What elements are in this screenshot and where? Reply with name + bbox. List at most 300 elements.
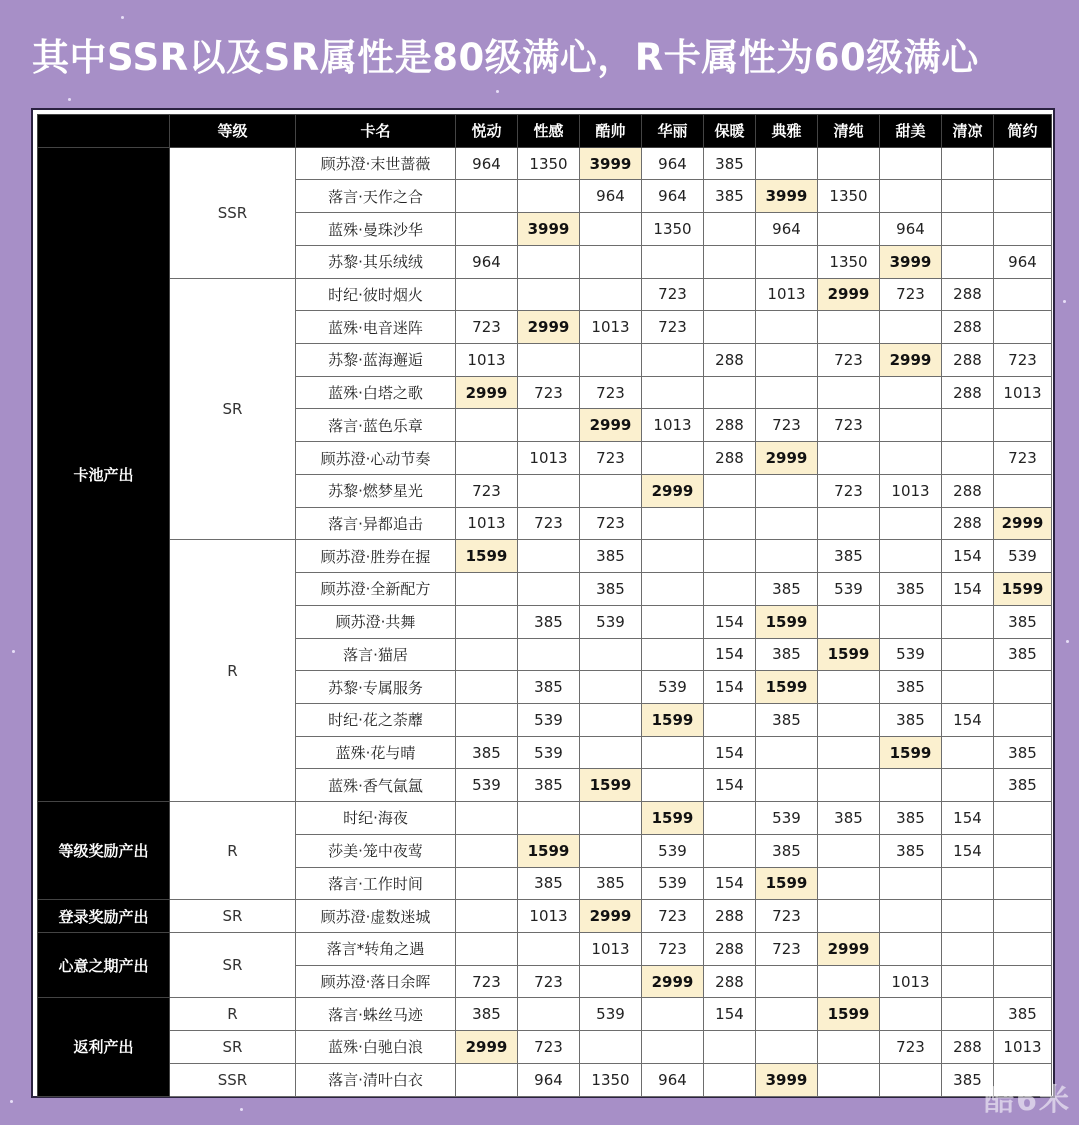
attribute-value [642,769,704,802]
attribute-value: 1013 [642,409,704,442]
attribute-value [756,540,818,573]
attribute-value [880,147,942,180]
star-decoration [10,1100,13,1103]
attribute-value [456,573,518,606]
attribute-value [456,703,518,736]
attribute-value [942,638,994,671]
attribute-value-max: 2999 [818,932,880,965]
attribute-value: 964 [756,213,818,246]
attribute-value-max: 3999 [756,180,818,213]
attribute-value [994,311,1052,344]
attribute-value [456,278,518,311]
attribute-value [942,867,994,900]
attribute-value: 288 [942,474,994,507]
attribute-value [880,605,942,638]
star-decoration [496,90,499,93]
attribute-value [880,932,942,965]
attribute-value [994,180,1052,213]
attribute-value [756,245,818,278]
attribute-value [880,1063,942,1096]
table-body [38,147,1052,1096]
source-label: 登录奖励产出 [38,900,170,933]
attribute-value: 539 [642,834,704,867]
table-row [38,900,1052,933]
attribute-value [580,834,642,867]
attribute-value [818,605,880,638]
header-attr: 甜美 [880,115,942,148]
attribute-value [942,932,994,965]
attribute-value: 539 [518,703,580,736]
attribute-value [994,834,1052,867]
attribute-value: 288 [942,1031,994,1064]
attribute-value: 723 [456,311,518,344]
star-decoration [240,1108,243,1111]
attribute-value [518,998,580,1031]
attribute-value [456,1063,518,1096]
attribute-value [818,1031,880,1064]
attribute-value: 964 [994,245,1052,278]
card-name: 顾苏澄·心动节奏 [296,442,456,475]
attribute-value-max: 2999 [456,376,518,409]
card-name: 落言·蓝色乐章 [296,409,456,442]
attribute-value [994,213,1052,246]
attribute-value-max: 1599 [818,998,880,1031]
attribute-value [756,769,818,802]
table-row [38,278,1052,311]
table-row [38,1063,1052,1096]
attribute-value: 385 [456,736,518,769]
attribute-value [942,245,994,278]
card-name: 落言·天作之合 [296,180,456,213]
attribute-value: 154 [704,736,756,769]
attribute-value [818,376,880,409]
card-name: 蓝殊·电音迷阵 [296,311,456,344]
attribute-value-max: 2999 [580,900,642,933]
attribute-value [818,311,880,344]
attribute-value [994,147,1052,180]
attribute-value: 723 [756,409,818,442]
attribute-value [518,474,580,507]
attribute-value: 385 [880,573,942,606]
attribute-value-max: 1599 [994,573,1052,606]
card-name: 蓝殊·香气氤氲 [296,769,456,802]
attribute-value: 154 [704,867,756,900]
attribute-value: 723 [580,507,642,540]
header-attr: 悦动 [456,115,518,148]
attribute-value: 288 [704,409,756,442]
attribute-value [456,180,518,213]
attribute-value: 964 [642,147,704,180]
attribute-value [456,900,518,933]
attribute-value-max: 1599 [580,769,642,802]
attribute-value: 964 [580,180,642,213]
attribute-value [580,474,642,507]
attribute-value-max: 2999 [642,474,704,507]
attribute-value-max: 1599 [642,703,704,736]
attribute-value [456,638,518,671]
attribute-value [994,703,1052,736]
attribute-value [518,573,580,606]
attribute-value [704,474,756,507]
attribute-value: 723 [642,932,704,965]
attribute-value [756,344,818,377]
header-attr: 保暖 [704,115,756,148]
attribute-value-max: 2999 [818,278,880,311]
attribute-value [642,605,704,638]
attribute-value-max: 2999 [518,311,580,344]
attribute-value: 1013 [580,932,642,965]
attribute-value [942,736,994,769]
attribute-value-max: 3999 [580,147,642,180]
attribute-value [818,507,880,540]
attribute-value [580,736,642,769]
card-name: 落言·工作时间 [296,867,456,900]
attribute-value: 154 [942,540,994,573]
attribute-value: 723 [818,344,880,377]
source-label: 返利产出 [38,998,170,1096]
attribute-value: 1013 [580,311,642,344]
attribute-value: 723 [642,311,704,344]
attribute-value: 539 [456,769,518,802]
attribute-value [456,605,518,638]
attribute-value: 723 [642,900,704,933]
attribute-value [994,671,1052,704]
attribute-value: 539 [518,736,580,769]
attribute-value [642,638,704,671]
attribute-value [456,409,518,442]
attribute-value [994,900,1052,933]
attribute-value: 723 [518,376,580,409]
attribute-value-max: 3999 [880,245,942,278]
card-name: 蓝殊·花与晴 [296,736,456,769]
attribute-value: 1013 [994,1031,1052,1064]
header-card-name: 卡名 [296,115,456,148]
attribute-value [942,769,994,802]
attribute-value: 385 [580,573,642,606]
attribute-value [642,573,704,606]
attribute-value: 1013 [518,900,580,933]
attribute-value: 288 [942,507,994,540]
attribute-value [942,671,994,704]
attribute-value [456,867,518,900]
star-decoration [1066,640,1069,643]
attribute-value [818,965,880,998]
card-name: 落言·猫居 [296,638,456,671]
attribute-value: 385 [756,573,818,606]
attribute-value [580,213,642,246]
attribute-value: 385 [704,180,756,213]
attribute-value: 1013 [880,474,942,507]
attribute-value: 539 [818,573,880,606]
attribute-value-max: 1599 [880,736,942,769]
attribute-value [642,344,704,377]
table-row [38,147,1052,180]
attribute-value: 385 [880,703,942,736]
attribute-value [942,900,994,933]
card-name: 顾苏澄·全新配方 [296,573,456,606]
attribute-value: 539 [580,998,642,1031]
attribute-value: 964 [642,180,704,213]
attribute-value [756,998,818,1031]
attribute-value: 288 [704,965,756,998]
card-name: 蓝殊·白驰白浪 [296,1031,456,1064]
attribute-value: 385 [994,998,1052,1031]
attribute-value: 385 [880,802,942,835]
source-label: 等级奖励产出 [38,802,170,900]
attribute-value [704,213,756,246]
attribute-value: 385 [994,736,1052,769]
attribute-value [580,278,642,311]
attribute-value [880,507,942,540]
attribute-value: 1350 [580,1063,642,1096]
attribute-value: 385 [756,703,818,736]
attribute-value: 385 [880,671,942,704]
attribute-value [642,1031,704,1064]
attribute-value [642,736,704,769]
attribute-value-max: 1599 [756,605,818,638]
attribute-value: 385 [818,540,880,573]
attribute-value: 288 [704,900,756,933]
attribute-value [942,147,994,180]
attribute-value [580,638,642,671]
header-attr: 酷帅 [580,115,642,148]
attribute-value [456,213,518,246]
attribute-value [518,802,580,835]
attribute-value: 288 [942,278,994,311]
attribute-value: 723 [880,278,942,311]
attribute-value: 385 [818,802,880,835]
attribute-value: 154 [704,638,756,671]
header-rank: 等级 [170,115,296,148]
header-attr: 性感 [518,115,580,148]
attribute-value: 154 [704,769,756,802]
attribute-value: 723 [580,442,642,475]
table-row [38,998,1052,1031]
attribute-value: 385 [580,540,642,573]
attribute-value [942,409,994,442]
attribute-value: 539 [580,605,642,638]
attribute-value [456,802,518,835]
attribute-value [704,507,756,540]
attribute-value-max: 1599 [818,638,880,671]
attribute-value [704,1063,756,1096]
card-name: 顾苏澄·虚数迷城 [296,900,456,933]
attribute-table-panel [31,108,1055,1098]
attribute-value: 1013 [994,376,1052,409]
attribute-value: 723 [518,965,580,998]
rank-label: SR [170,932,296,997]
card-name: 落言·异都追击 [296,507,456,540]
attribute-value: 385 [518,671,580,704]
source-label: 心意之期产出 [38,932,170,997]
rank-label: SSR [170,147,296,278]
attribute-value [994,802,1052,835]
attribute-value-max: 2999 [456,1031,518,1064]
attribute-value: 154 [704,605,756,638]
attribute-value [704,245,756,278]
attribute-value [580,802,642,835]
table-row [38,1031,1052,1064]
attribute-value [818,900,880,933]
attribute-value: 154 [942,703,994,736]
attribute-value: 288 [704,442,756,475]
attribute-value: 723 [756,900,818,933]
attribute-value: 288 [704,932,756,965]
attribute-table [37,114,1052,1097]
attribute-value [818,671,880,704]
star-decoration [12,650,15,653]
attribute-value [518,540,580,573]
attribute-value [756,147,818,180]
source-label: 卡池产出 [38,147,170,801]
attribute-value [704,311,756,344]
attribute-value-max: 1599 [518,834,580,867]
attribute-value [756,507,818,540]
attribute-value: 723 [518,1031,580,1064]
attribute-value: 723 [994,344,1052,377]
attribute-value-max: 1599 [756,671,818,704]
attribute-value [818,703,880,736]
attribute-value: 539 [642,867,704,900]
attribute-value: 385 [880,834,942,867]
attribute-value-max: 1599 [456,540,518,573]
attribute-value: 385 [756,638,818,671]
attribute-value [580,1031,642,1064]
attribute-value [994,409,1052,442]
attribute-value: 385 [580,867,642,900]
attribute-value [880,900,942,933]
attribute-value: 723 [456,474,518,507]
attribute-value [642,245,704,278]
attribute-value: 539 [880,638,942,671]
attribute-value: 385 [994,605,1052,638]
attribute-value: 385 [518,769,580,802]
attribute-value-max: 3999 [756,1063,818,1096]
attribute-value: 1013 [456,344,518,377]
table-row [38,540,1052,573]
rank-label: SR [170,900,296,933]
card-name: 落言·清叶白衣 [296,1063,456,1096]
attribute-value: 385 [994,769,1052,802]
rank-label: SR [170,1031,296,1064]
attribute-value: 723 [818,474,880,507]
attribute-value: 723 [518,507,580,540]
attribute-value [704,802,756,835]
attribute-value: 964 [880,213,942,246]
rank-label: SR [170,278,296,540]
attribute-value [518,932,580,965]
attribute-value [756,376,818,409]
attribute-value [994,278,1052,311]
attribute-value: 154 [704,671,756,704]
attribute-value [756,474,818,507]
card-name: 顾苏澄·落日余晖 [296,965,456,998]
table-row [38,802,1052,835]
attribute-value [818,442,880,475]
attribute-value: 539 [642,671,704,704]
attribute-value [704,278,756,311]
attribute-value: 385 [994,638,1052,671]
attribute-value: 723 [456,965,518,998]
card-name: 莎美·笼中夜莺 [296,834,456,867]
attribute-value [704,834,756,867]
attribute-value [880,442,942,475]
attribute-value: 154 [942,573,994,606]
attribute-value: 1350 [818,180,880,213]
attribute-value [704,540,756,573]
attribute-value [942,213,994,246]
attribute-value: 964 [518,1063,580,1096]
attribute-value [518,409,580,442]
attribute-value [880,867,942,900]
attribute-value [880,769,942,802]
attribute-value [456,932,518,965]
attribute-value: 1013 [756,278,818,311]
attribute-value [994,932,1052,965]
rank-label: SSR [170,1063,296,1096]
attribute-value: 385 [942,1063,994,1096]
attribute-value: 385 [456,998,518,1031]
page-title: 其中SSR以及SR属性是80级满心，R卡属性为60级满心 [32,36,979,79]
card-name: 落言*转角之遇 [296,932,456,965]
attribute-value [880,540,942,573]
card-name: 时纪·彼时烟火 [296,278,456,311]
attribute-value-max: 2999 [880,344,942,377]
attribute-value [756,965,818,998]
attribute-value: 539 [994,540,1052,573]
attribute-value: 385 [756,834,818,867]
card-name: 蓝殊·白塔之歌 [296,376,456,409]
attribute-value [818,147,880,180]
attribute-value [880,998,942,1031]
attribute-value: 723 [880,1031,942,1064]
header-attr: 清凉 [942,115,994,148]
attribute-value [518,180,580,213]
attribute-value: 1013 [456,507,518,540]
table-row [38,932,1052,965]
watermark-logo: 酷6米 [984,1083,1071,1118]
attribute-value [818,213,880,246]
header-attr: 华丽 [642,115,704,148]
attribute-value [880,180,942,213]
header-attr: 简约 [994,115,1052,148]
attribute-value [704,573,756,606]
attribute-value [456,442,518,475]
attribute-value [880,409,942,442]
attribute-value [456,671,518,704]
attribute-value: 1013 [880,965,942,998]
attribute-value [642,998,704,1031]
attribute-value [518,344,580,377]
attribute-value [818,769,880,802]
attribute-value [942,442,994,475]
attribute-value [518,278,580,311]
attribute-value: 723 [818,409,880,442]
attribute-value: 964 [642,1063,704,1096]
attribute-value-max: 2999 [580,409,642,442]
attribute-value: 964 [456,147,518,180]
attribute-value: 1350 [818,245,880,278]
attribute-value [704,1031,756,1064]
attribute-value [818,1063,880,1096]
attribute-value [642,376,704,409]
attribute-value [642,540,704,573]
card-name: 顾苏澄·共舞 [296,605,456,638]
attribute-value [580,965,642,998]
header-attr: 典雅 [756,115,818,148]
attribute-value [994,474,1052,507]
attribute-value: 723 [642,278,704,311]
